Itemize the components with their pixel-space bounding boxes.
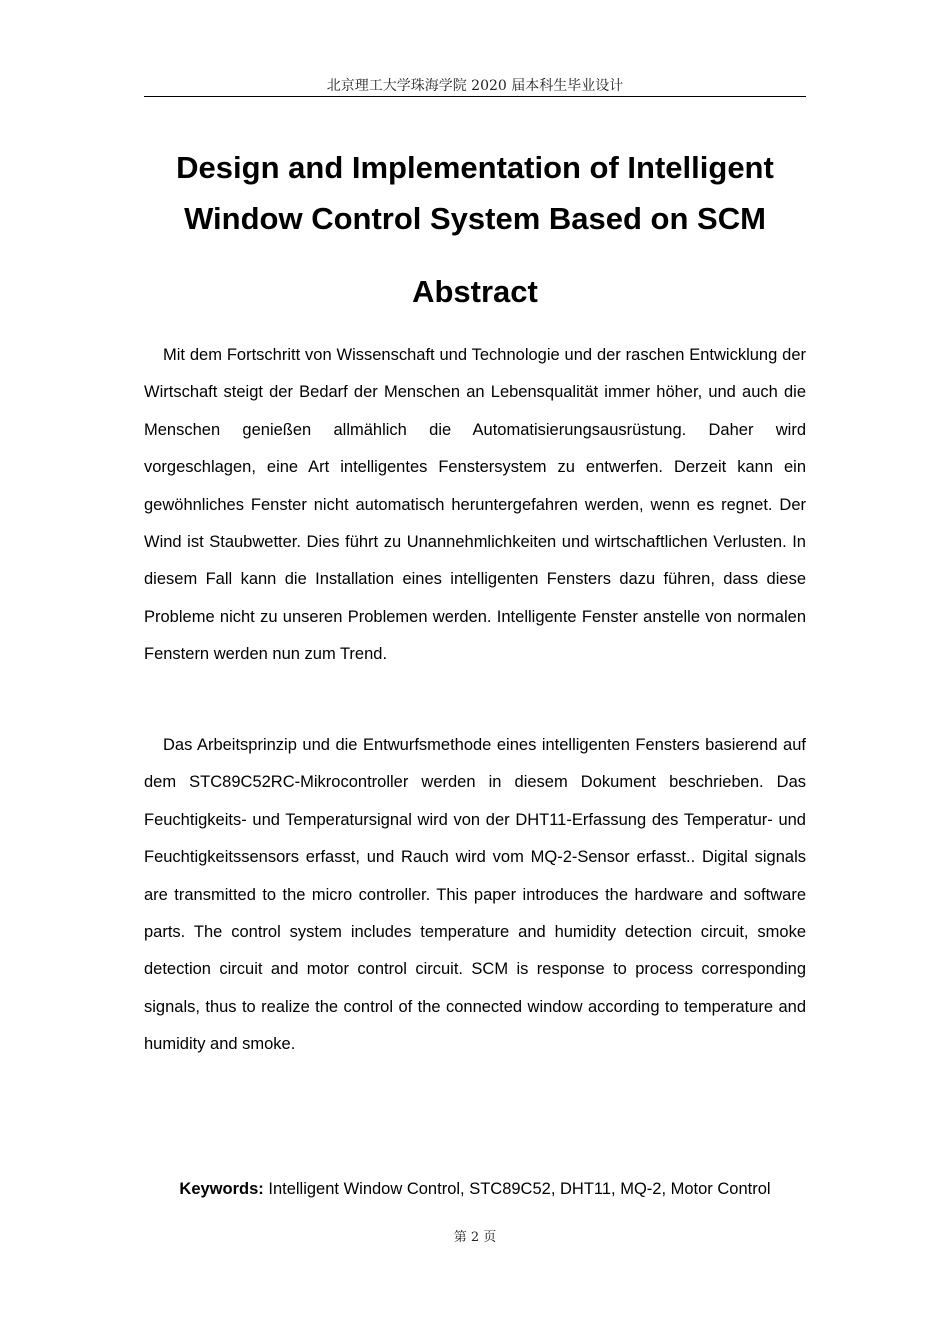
title-line-1: Design and Implementation of Intelligent [176, 150, 774, 185]
page-header: 北京理工大学珠海学院 2020 届本科生毕业设计 [326, 78, 624, 94]
abstract-heading: Abstract [412, 274, 538, 309]
keywords-label: Keywords: [179, 1180, 264, 1198]
keywords-line [144, 1176, 806, 1202]
abstract-paragraph-1: Mit dem Fortschritt von Wissenschaft und Technologie und der raschen Entwicklung der Wirtschaft steigt der Bedarf der Menschen an Lebensqualität immer höher, und auch die Menschen genießen allmählich die Automatisierungsausrüstung. Daher wird vorgeschlagen, eine Art intelligentes Fenstersystem zu entwerfen. Derzeit kann ein gewöhnliches Fenster nicht automatisch heruntergefahren werden, wenn es regnet. Der Wind ist Staubwetter. Dies führt zu Unannehmlichkeiten und wirtschaftlichen Verlusten. In diesem Fall kann die Installation eines intelligenten Fensters dazu führen, dass diese Probleme nicht zu unseren Problemen werden. Intelligente Fenster anstelle von normalen Fenstern werden nun zum Trend. [144, 346, 806, 664]
keywords-values: Intelligent Window Control, STC89C52, DHT11, MQ-2, Motor Control [268, 1180, 771, 1198]
page-number: 第 2 页 [453, 1230, 497, 1245]
header-divider [144, 96, 806, 97]
title-line-2: Window Control System Based on SCM [184, 201, 766, 236]
abstract-paragraph-2: Das Arbeitsprinzip und die Entwurfsmethode eines intelligenten Fensters basierend auf dem STC89C52RC-Mikrocontroller werden in diesem Dokument beschrieben. Das Feuchtigkeits- und Temperatursignal wird von der DHT11-Erfassung des Temperatur- und Feuchtigkeitssensors erfasst, und Rauch wird vom MQ-2-Sensor erfasst.. Digital signals are transmitted to the micro controller. This paper introduces the hardware and software parts. The control system includes temperature and humidity detection circuit, smoke detection circuit and motor control circuit. SCM is response to process corresponding signals, thus to realize the control of the connected window according to temperature and humidity and smoke. [144, 736, 806, 1054]
document-title [144, 142, 806, 244]
